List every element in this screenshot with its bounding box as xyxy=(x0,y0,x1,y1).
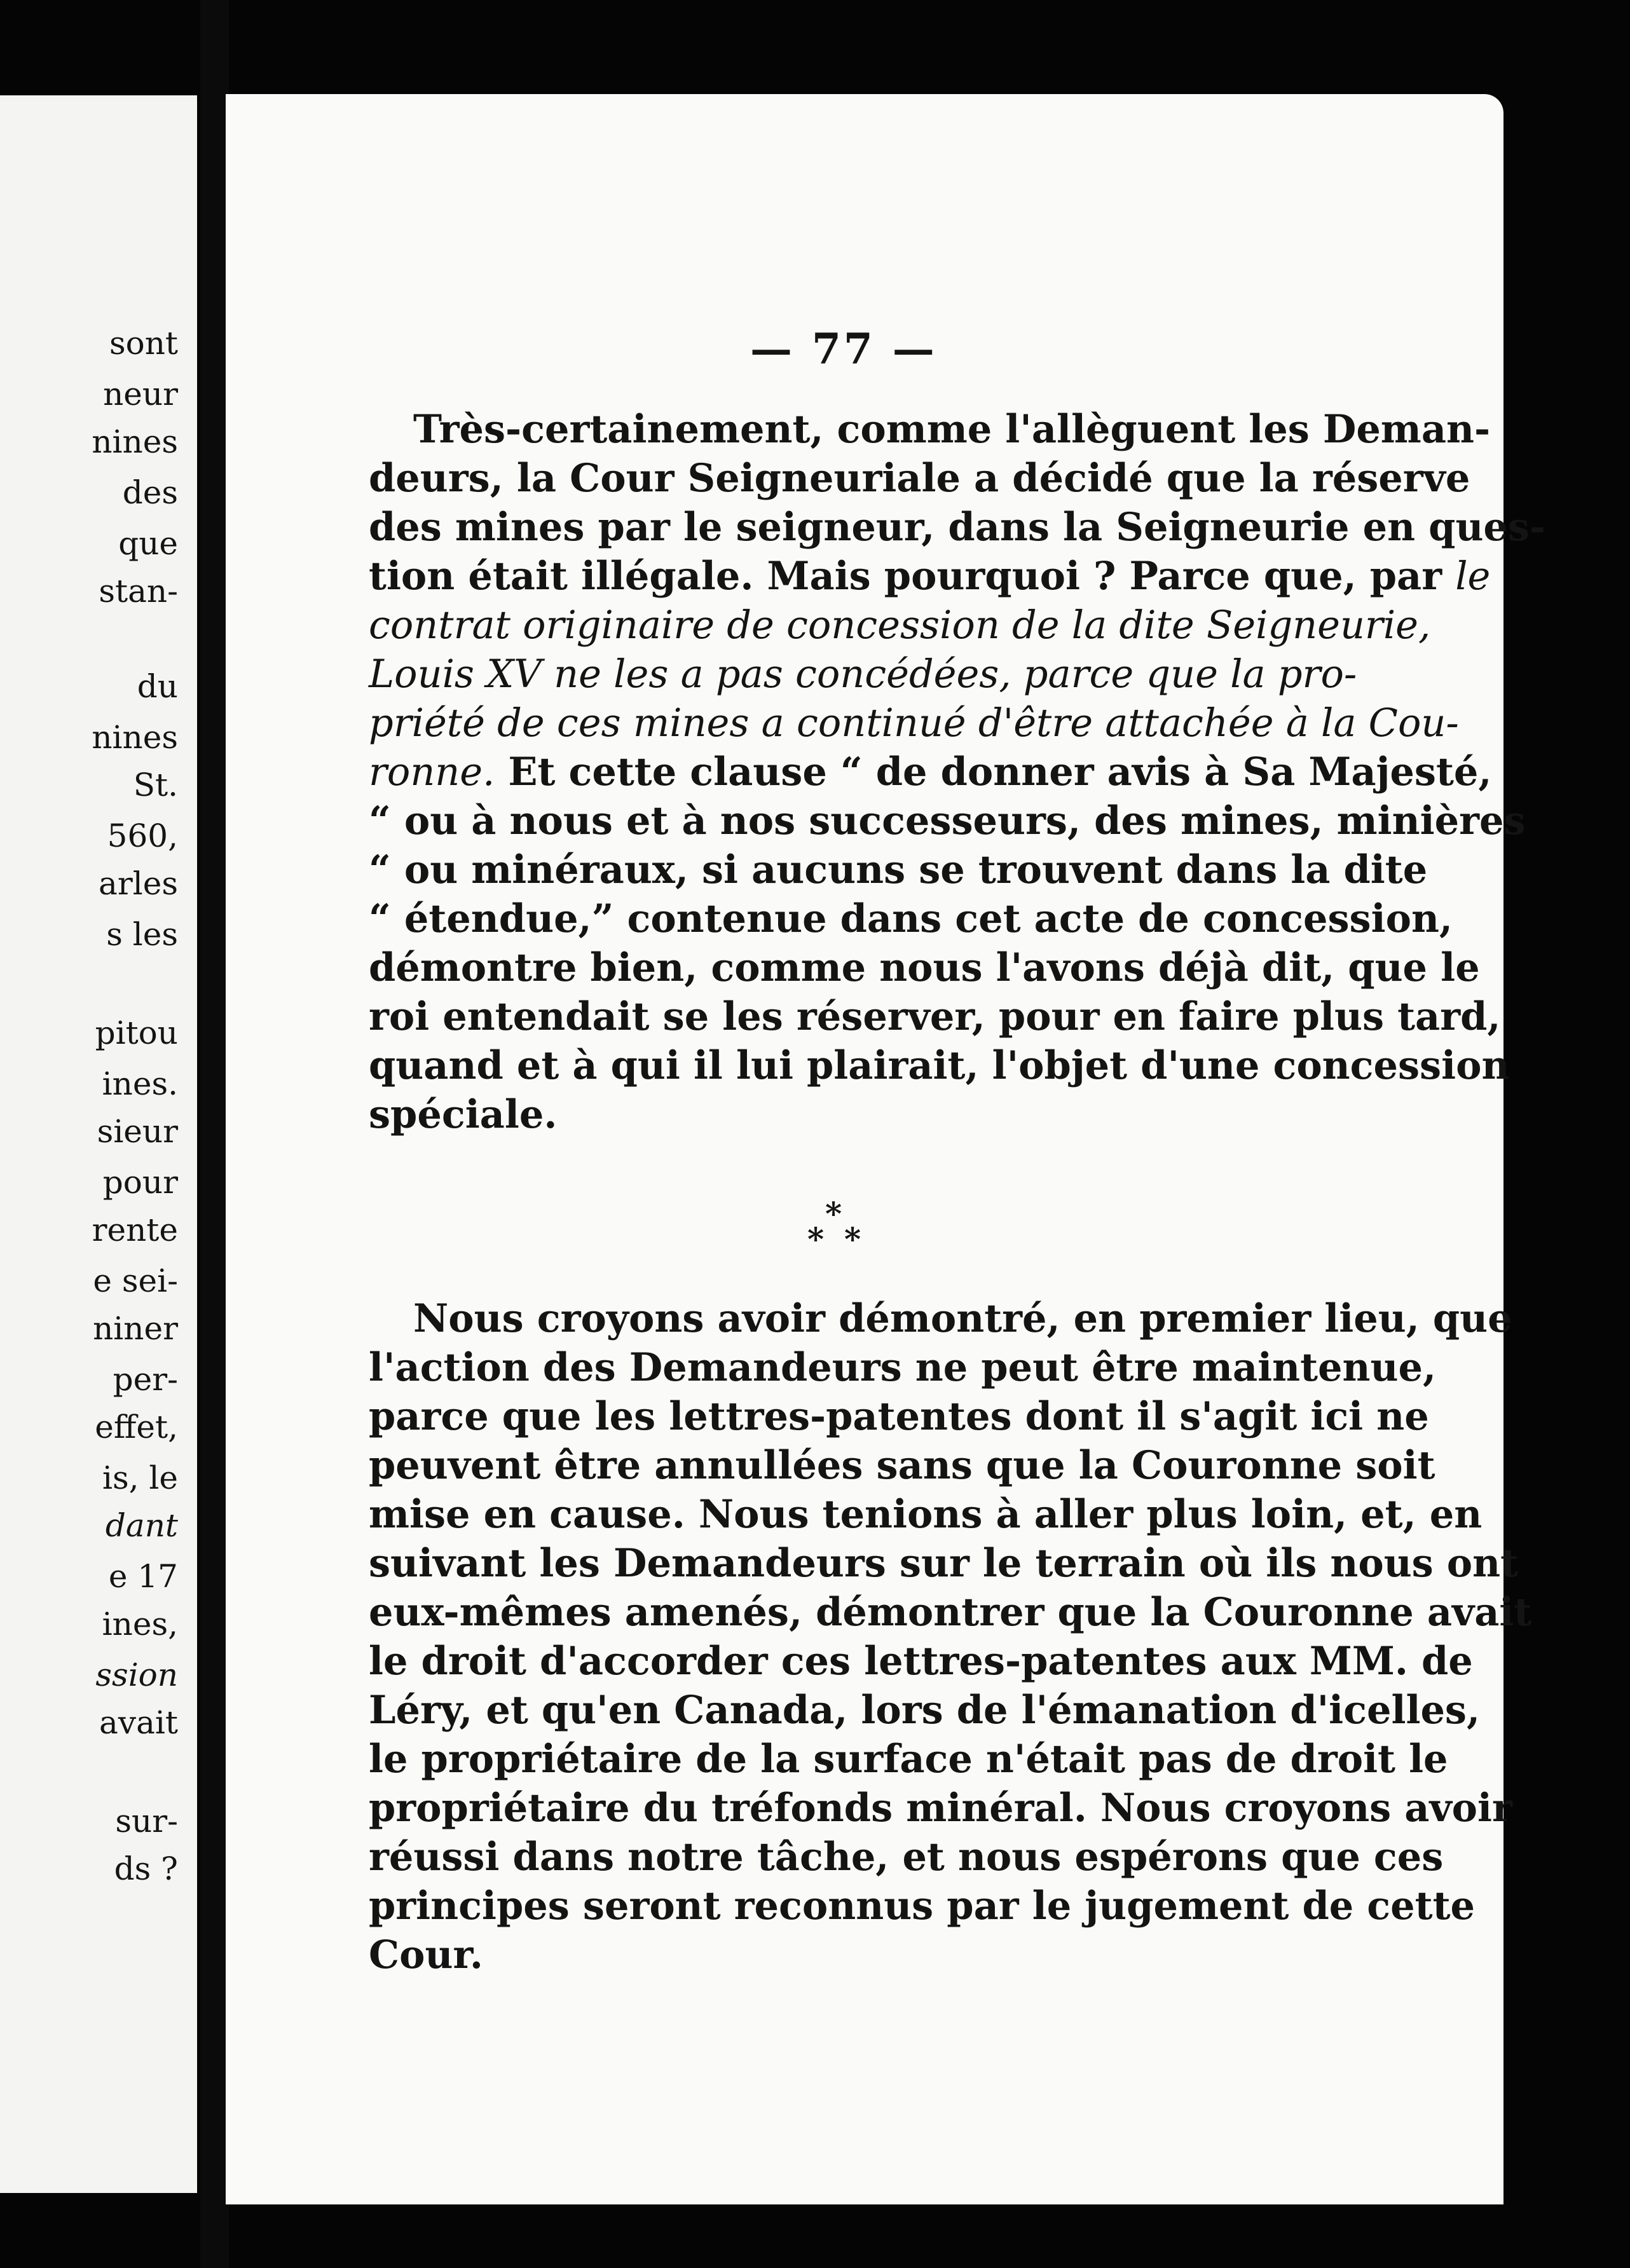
text-line: suivant les Demandeurs sur le terrain où ils nous ont xyxy=(369,1541,1519,1586)
text-line xyxy=(369,601,1431,650)
previous-page-line: sieur xyxy=(97,1113,178,1150)
asterism-star: * xyxy=(844,1220,861,1258)
previous-page-line: stan- xyxy=(99,573,178,610)
page-number: — 77 — xyxy=(750,324,937,374)
previous-page-line: effet, xyxy=(95,1409,178,1445)
previous-page-line: avait xyxy=(99,1704,178,1741)
previous-page-line: du xyxy=(137,668,178,705)
italic-quotation: Louis XV ne les a pas concédées, parce que la pro- xyxy=(369,652,1357,697)
text-line: Nous croyons avoir démontré, en premier lieu, que xyxy=(413,1296,1512,1341)
text-segment: démontre bien, comme nous l'avons déjà dit, que le xyxy=(369,945,1480,990)
text-segment: Très-certainement, comme l'allèguent les Deman- xyxy=(413,407,1491,452)
text-segment: quand et à qui il lui plairait, l'objet d'une concession xyxy=(369,1043,1510,1088)
previous-page-line: pour xyxy=(102,1164,178,1201)
previous-page-line: s les xyxy=(106,916,178,953)
text-line xyxy=(369,748,1492,796)
asterism-star: * xyxy=(807,1220,825,1258)
text-line xyxy=(369,552,1491,601)
previous-page-line: ssion xyxy=(95,1657,178,1693)
text-line xyxy=(369,1041,1510,1090)
previous-page-line: is, le xyxy=(102,1459,178,1496)
previous-page-line: sont xyxy=(109,325,178,362)
previous-page-line: ines. xyxy=(102,1065,178,1102)
italic-quotation: priété de ces mines a continué d'être attachée à la Cou- xyxy=(369,701,1459,746)
text-line xyxy=(369,943,1480,992)
text-line: le droit d'accorder ces lettres-patentes aux MM. de xyxy=(369,1639,1473,1684)
previous-page-fragment xyxy=(0,95,197,2193)
previous-page-line: per- xyxy=(113,1361,178,1398)
previous-page-line: neur xyxy=(103,376,178,413)
text-line: principes seront reconnus par le jugement de cette xyxy=(369,1883,1476,1929)
previous-page-line: rente xyxy=(92,1212,178,1248)
previous-page-line: sur- xyxy=(115,1803,178,1840)
text-line: le propriétaire de la surface n'était pas de droit le xyxy=(369,1737,1448,1782)
text-line xyxy=(369,992,1501,1041)
text-segment: Et cette clause “ de donner avis à Sa Majesté, xyxy=(495,749,1492,795)
text-segment: “ ou à nous et à nos successeurs, des mines, minières xyxy=(369,798,1526,844)
text-line xyxy=(369,796,1526,845)
previous-page-line: St. xyxy=(133,767,178,803)
text-line: propriétaire du tréfonds minéral. Nous croyons avoir xyxy=(369,1786,1512,1831)
text-line xyxy=(369,1090,1316,1139)
previous-page-line: e 17 xyxy=(108,1558,178,1595)
text-segment: roi entendait se les réserver, pour en faire plus tard, xyxy=(369,994,1501,1039)
text-segment: “ étendue,” contenue dans cet acte de concession, xyxy=(369,896,1453,941)
text-line: Cour. xyxy=(369,1932,483,1978)
italic-quotation: contrat originaire de concession de la dite Seigneurie, xyxy=(369,603,1431,648)
previous-page-line: arles xyxy=(99,865,178,902)
text-segment: deurs, la Cour Seigneuriale a décidé que la réserve xyxy=(369,456,1470,501)
text-line: mise en cause. Nous tenions à aller plus loin, et, en xyxy=(369,1492,1483,1537)
text-line xyxy=(369,699,1459,748)
text-line xyxy=(369,845,1428,894)
text-segment: des mines par le seigneur, dans la Seigneurie en ques- xyxy=(369,505,1546,550)
previous-page-line: e sei- xyxy=(93,1262,178,1299)
previous-page-line: ds ? xyxy=(114,1850,178,1887)
text-line: eux-mêmes amenés, démontrer que la Couronne avait xyxy=(369,1590,1532,1635)
text-line: réussi dans notre tâche, et nous espérons que ces xyxy=(369,1834,1444,1880)
text-line xyxy=(369,894,1453,943)
previous-page-line: pitou xyxy=(95,1014,178,1051)
book-gutter xyxy=(200,0,229,2268)
previous-page-line: nines xyxy=(92,719,178,756)
paragraph-1 xyxy=(369,405,1546,1139)
asterism-divider xyxy=(807,1195,871,1265)
text-line xyxy=(369,405,1491,454)
text-segment: spéciale. xyxy=(369,1092,558,1137)
text-segment: tion était illégale. Mais pourquoi ? Parce que, par xyxy=(369,554,1456,599)
text-line: parce que les lettres-patentes dont il s'agit ici ne xyxy=(369,1394,1429,1439)
text-line xyxy=(369,454,1470,503)
italic-quotation: ronne. xyxy=(369,750,495,795)
asterism-star: * xyxy=(825,1195,842,1233)
previous-page-line: nines xyxy=(92,423,178,460)
text-line: Léry, et qu'en Canada, lors de l'émanation d'icelles, xyxy=(369,1688,1481,1733)
text-line xyxy=(369,650,1357,699)
text-line xyxy=(369,503,1546,552)
text-line: peuvent être annullées sans que la Couronne soit xyxy=(369,1443,1435,1488)
previous-page-line: des xyxy=(122,474,178,511)
previous-page-line: que xyxy=(118,525,178,562)
text-segment: “ ou minéraux, si aucuns se trouvent dans la dite xyxy=(369,847,1428,892)
previous-page-line: 560, xyxy=(107,817,178,854)
text-line: l'action des Demandeurs ne peut être maintenue, xyxy=(369,1345,1437,1390)
paragraph-2 xyxy=(369,1294,1532,1979)
previous-page-line: dant xyxy=(105,1507,178,1544)
previous-page-line: ines, xyxy=(102,1606,178,1643)
italic-quotation: le xyxy=(1455,554,1491,599)
previous-page-line: niner xyxy=(93,1310,178,1347)
